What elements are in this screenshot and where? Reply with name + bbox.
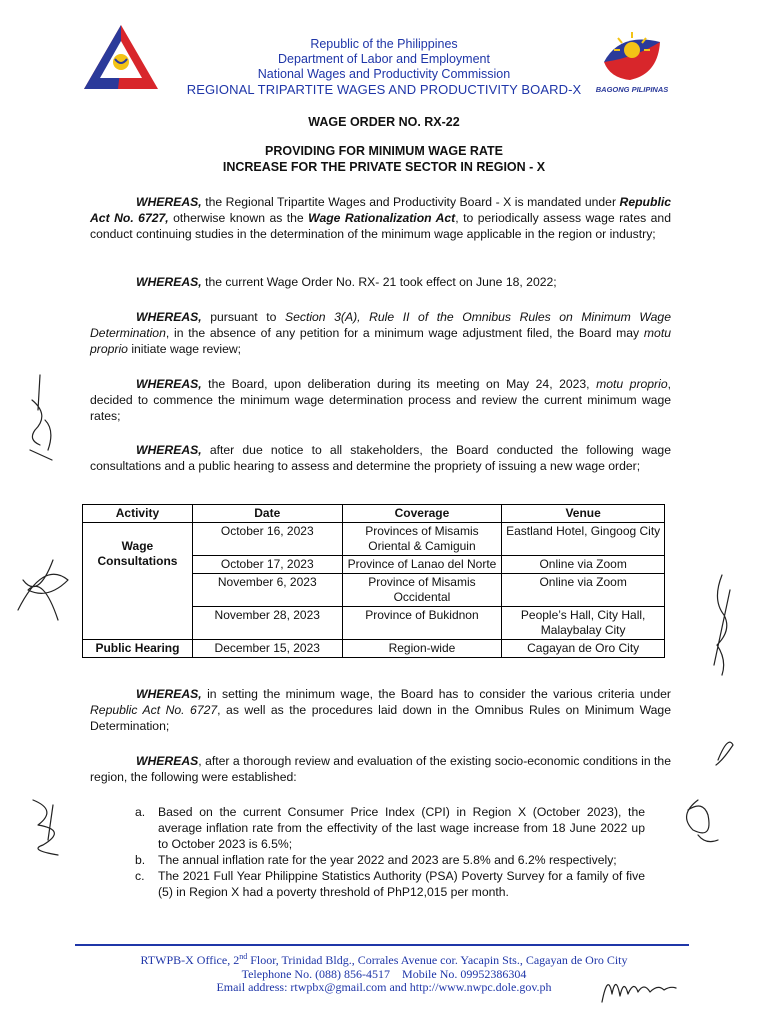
whereas-paragraph-7	[90, 753, 671, 785]
paragraph-text: , as well as the procedures laid down in the Omnibus Rules on Minimum Wage Determination;	[90, 703, 671, 733]
whereas-paragraph-2	[90, 274, 671, 290]
table-cell-coverage: Region-wide	[342, 640, 502, 658]
list-item-text: The annual inflation rate for the year 2022 and 2023 are 5.8% and 6.2% respectively;	[158, 853, 617, 867]
paragraph-text: the Board, upon deliberation during its meeting on May 24, 2023,	[201, 377, 597, 391]
footer-email: Email address: rtwpbx@gmail.com and http://www.nwpc.dole.gov.ph	[216, 980, 552, 994]
signature-mark	[8, 540, 78, 630]
table-cell-date: December 15, 2023	[192, 640, 342, 658]
paragraph-text: after due notice to all stakeholders, the Board conducted the following wage consultations and a public hearing to assess and determine the propriety of issuing a new wage order;	[90, 443, 671, 473]
table-cell-venue: Eastland Hotel, Gingoog City	[502, 523, 665, 556]
signature-mark	[702, 570, 742, 680]
republic-act-ref: Republic Act No. 6727	[90, 703, 218, 717]
table-cell-coverage: Province of Misamis Occidental	[342, 574, 502, 607]
paragraph-text: otherwise known as the	[168, 211, 309, 225]
whereas-paragraph-3	[90, 309, 671, 357]
whereas-label: WHEREAS,	[136, 687, 202, 701]
wage-order-subtitle	[0, 143, 768, 175]
table-header-row	[83, 505, 665, 523]
address-text: RTWPB-X Office, 2	[140, 953, 240, 967]
motu-proprio-term: motu proprio	[596, 377, 668, 391]
header-line-rtwpb: REGIONAL TRIPARTITE WAGES AND PRODUCTIVITY BOARD-X	[186, 82, 582, 97]
paragraph-text: , after a thorough review and evaluation of the existing socio-economic conditions in the region, the following were established:	[90, 754, 671, 784]
table-cell-venue: Cagayan de Oro City	[502, 640, 665, 658]
bagong-pilipinas-caption: BAGONG PILIPINAS	[595, 85, 669, 94]
table-cell-date: October 16, 2023	[192, 523, 342, 556]
table-cell-coverage: Province of Lanao del Norte	[342, 556, 502, 574]
bagong-pilipinas-logo-icon	[590, 22, 674, 94]
header-line-dole: Department of Labor and Employment	[278, 52, 490, 66]
list-item	[135, 868, 645, 900]
motu-proprio-term: motu proprio	[90, 326, 671, 356]
paragraph-text: the Regional Tripartite Wages and Productivity Board - X is mandated under	[201, 195, 620, 209]
whereas-paragraph-6	[90, 686, 671, 734]
whereas-label: WHEREAS	[136, 754, 199, 768]
footer-address	[0, 950, 768, 968]
table-cell-coverage: Provinces of Misamis Oriental & Camiguin	[342, 523, 502, 556]
column-header-venue: Venue	[502, 505, 665, 523]
paragraph-text: , to periodically assess wage rates and conduct continuing studies in the determination of the minimum wage applicable in the region or industry;	[90, 211, 671, 241]
whereas-paragraph-5	[90, 442, 671, 474]
header-line-republic: Republic of the Philippines	[310, 37, 458, 51]
column-header-coverage: Coverage	[342, 505, 502, 523]
footer-contact	[0, 950, 768, 995]
table-row	[83, 640, 665, 658]
signature-mark	[668, 790, 728, 850]
list-item-letter: a.	[135, 805, 146, 819]
whereas-paragraph-1	[90, 194, 671, 242]
consultations-table	[82, 504, 665, 658]
whereas-label: WHEREAS,	[136, 310, 202, 324]
paragraph-text: the current Wage Order No. RX- 21 took effect on June 18, 2022;	[201, 275, 557, 289]
bagong-pilipinas-logo	[590, 22, 674, 94]
paragraph-text: pursuant to	[201, 310, 285, 324]
footer-phone: Telephone No. (088) 856-4517 Mobile No. 09952386304	[241, 966, 527, 981]
whereas-label: WHEREAS,	[136, 275, 202, 289]
activity-public-hearing: Public Hearing	[83, 640, 193, 658]
omnibus-rules-ref: Section 3(A), Rule II of the Omnibus Rules on Minimum Wage Determination	[90, 310, 671, 340]
wage-order-number: WAGE ORDER NO. RX-22	[308, 115, 460, 129]
list-item-letter: c.	[135, 869, 145, 883]
column-header-activity: Activity	[83, 505, 193, 523]
signature-mark	[10, 370, 70, 470]
table-cell-venue: Online via Zoom	[502, 574, 665, 607]
list-item-text: The 2021 Full Year Philippine Statistics Authority (PSA) Poverty Survey for a family of five (5) in Region X had a poverty threshold of PhP12,015 per month.	[158, 869, 645, 899]
list-item-letter: b.	[135, 853, 146, 867]
subtitle-line-1: PROVIDING FOR MINIMUM WAGE RATE	[265, 144, 503, 158]
column-header-date: Date	[192, 505, 342, 523]
address-superscript: nd	[239, 952, 248, 961]
whereas-label: WHEREAS,	[136, 377, 202, 391]
paragraph-text: in setting the minimum wage, the Board has to consider the various criteria under	[201, 687, 671, 701]
list-item-text: Based on the current Consumer Price Index (CPI) in Region X (October 2023), the average inflation rate from the effectivity of the last wage increase from 18 June 2022 up to October 2023 is 6.5%;	[158, 805, 645, 851]
subtitle-line-2: INCREASE FOR THE PRIVATE SECTOR IN REGION - X	[222, 160, 546, 174]
header-line-nwpc: National Wages and Productivity Commission	[257, 67, 511, 81]
wage-rationalization-act-ref: Wage Rationalization Act	[308, 211, 456, 225]
whereas-label: WHEREAS,	[136, 195, 202, 209]
signature-mark	[708, 730, 738, 770]
table-cell-venue: People’s Hall, City Hall, Malaybalay City	[502, 607, 665, 640]
activity-wage-consultations: Wage Consultations	[83, 523, 193, 640]
address-text: Floor, Trinidad Bldg., Corrales Avenue cor. Yacapin Sts., Cagayan de Oro City	[247, 953, 628, 967]
signature-mark	[18, 790, 78, 860]
table-cell-coverage: Province of Bukidnon	[342, 607, 502, 640]
table-cell-date: November 6, 2023	[192, 574, 342, 607]
table-cell-date: November 28, 2023	[192, 607, 342, 640]
republic-act-ref: Republic Act No. 6727,	[90, 195, 671, 225]
paragraph-text: , decided to commence the minimum wage determination process and review the current minimum wage rates;	[90, 377, 671, 423]
table-cell-date: October 17, 2023	[192, 556, 342, 574]
table-row	[83, 523, 665, 556]
footer-divider	[75, 944, 689, 946]
findings-list	[135, 804, 645, 900]
list-item	[135, 804, 645, 852]
paragraph-text: , in the absence of any petition for a minimum wage adjustment filed, the Board may	[165, 326, 644, 340]
whereas-paragraph-4	[90, 376, 671, 424]
paragraph-text: initiate wage review;	[127, 342, 242, 356]
list-item	[135, 852, 645, 868]
whereas-label: WHEREAS,	[136, 443, 202, 457]
table-cell-venue: Online via Zoom	[502, 556, 665, 574]
